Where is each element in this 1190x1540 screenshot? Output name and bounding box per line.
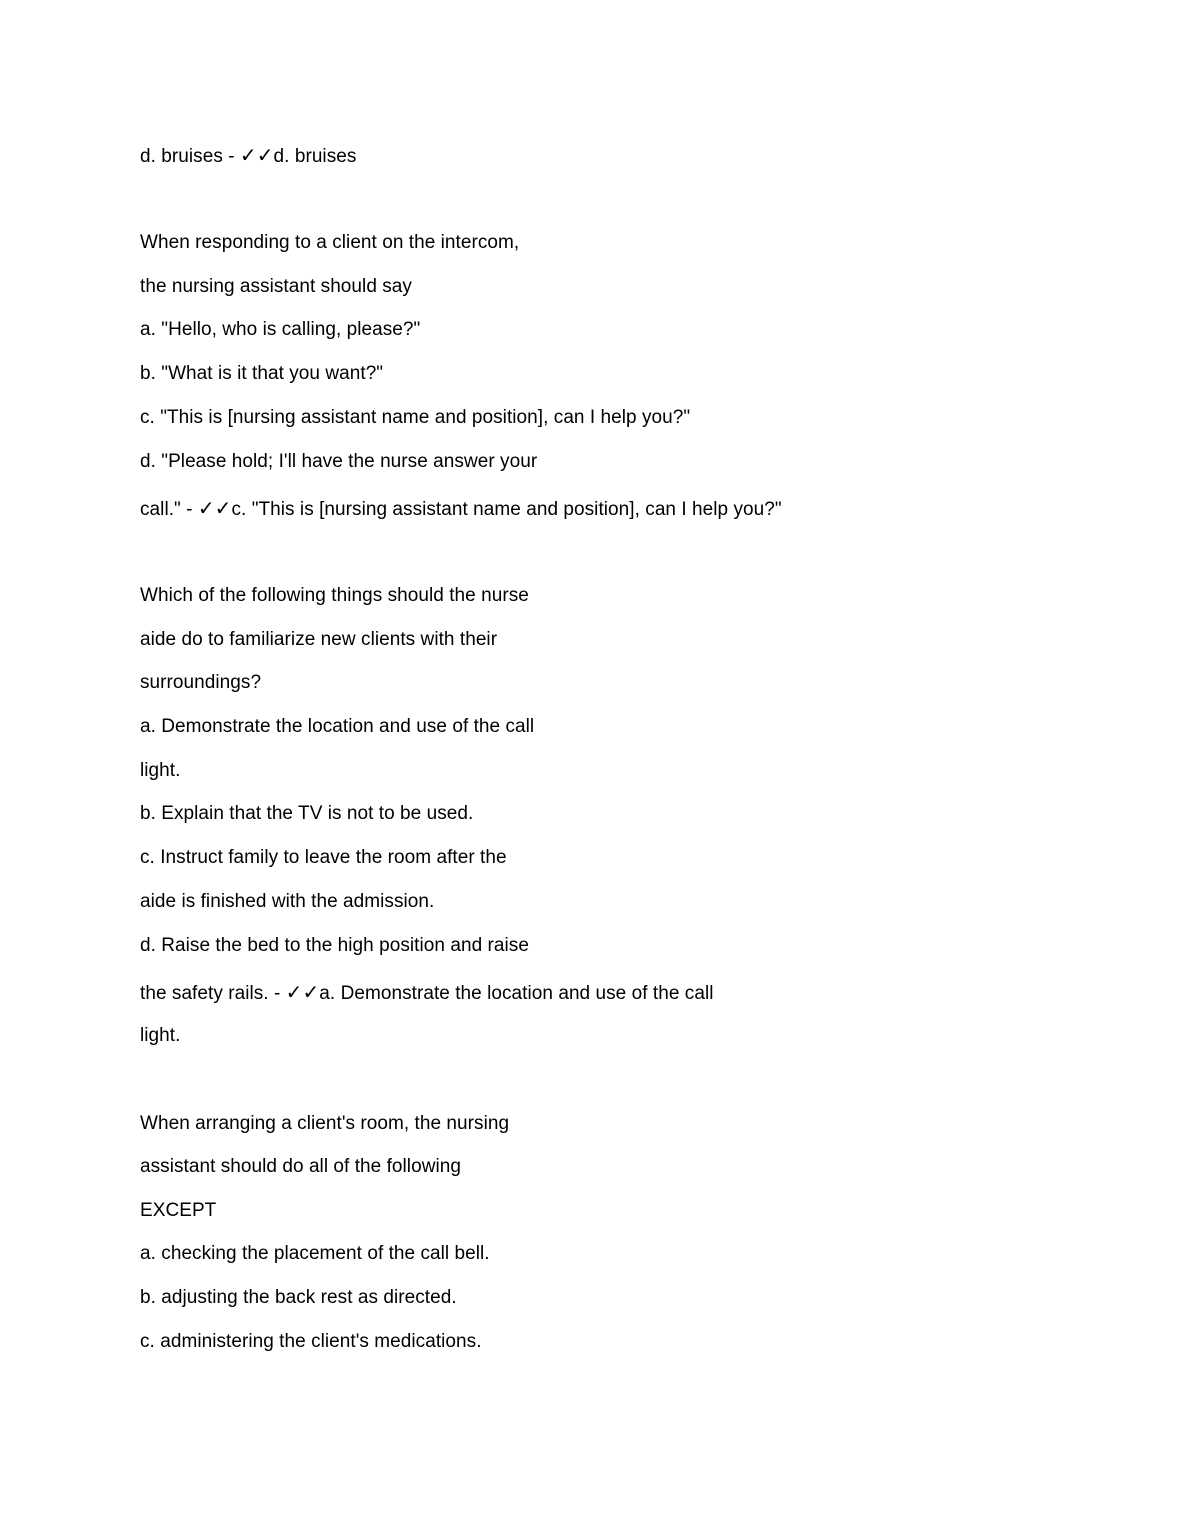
answer-text: d. bruises [273, 146, 357, 167]
option-line: d. "Please hold; I'll have the nurse answer your [140, 451, 538, 472]
option-line: b. adjusting the back rest as directed. [140, 1287, 457, 1308]
answer-prefix: the safety rails. - [140, 983, 286, 1004]
question-line: aide do to familiarize new clients with their [140, 629, 498, 650]
option-line: b. "What is it that you want?" [140, 363, 384, 384]
option-line: c. Instruct family to leave the room after the [140, 847, 507, 868]
answer-prefix: d. bruises - [140, 146, 240, 167]
option-line: b. Explain that the TV is not to be used. [140, 803, 474, 824]
answer-line [140, 980, 714, 1006]
double-check-icon: ✓✓ [285, 980, 320, 1004]
option-line: c. "This is [nursing assistant name and position], can I help you?" [140, 407, 691, 428]
option-line: a. "Hello, who is calling, please?" [140, 319, 421, 340]
question-line: When arranging a client's room, the nursing [140, 1113, 510, 1134]
option-line: a. checking the placement of the call bell. [140, 1243, 490, 1264]
option-line: c. administering the client's medications. [140, 1331, 482, 1352]
option-line: a. Demonstrate the location and use of the call [140, 716, 535, 737]
option-line: aide is finished with the admission. [140, 891, 435, 912]
option-line: d. Raise the bed to the high position and raise [140, 935, 529, 956]
question-line: the nursing assistant should say [140, 276, 412, 297]
answer-text: a. Demonstrate the location and use of the call [319, 983, 714, 1004]
question-line: When responding to a client on the intercom, [140, 232, 520, 253]
previous-answer-line [140, 143, 356, 169]
option-line: light. [140, 760, 181, 781]
answer-text: c. "This is [nursing assistant name and position], can I help you?" [231, 499, 782, 520]
double-check-icon: ✓✓ [197, 496, 232, 520]
answer-prefix: call." - [140, 499, 198, 520]
question-line: Which of the following things should the nurse [140, 585, 529, 606]
question-line: assistant should do all of the following [140, 1156, 461, 1177]
double-check-icon: ✓✓ [239, 143, 274, 167]
question-line: surroundings? [140, 672, 262, 693]
question-line: EXCEPT [140, 1200, 217, 1221]
answer-continued-line: light. [140, 1025, 181, 1046]
answer-line [140, 496, 782, 522]
